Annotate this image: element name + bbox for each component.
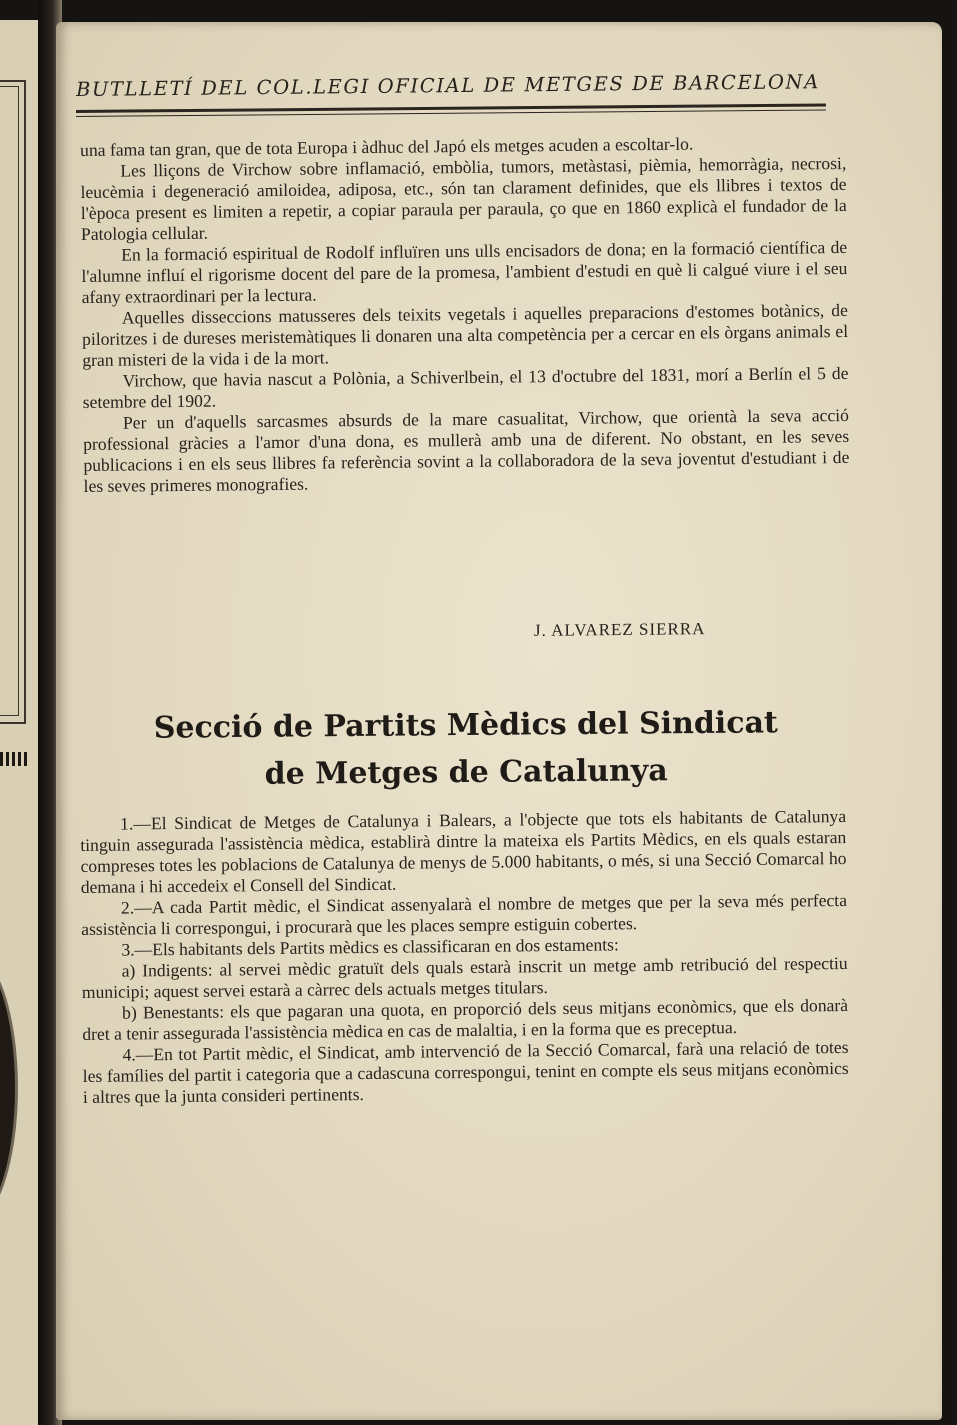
adjacent-page-fragment — [0, 20, 40, 1425]
paragraph: una fama tan gran, que de tota Europa i àdhuc del Japó els metges acuden a escoltar-lo. — [80, 133, 694, 160]
header-rule — [76, 103, 826, 113]
author-signature: J. ALVAREZ SIERRA — [533, 619, 706, 640]
paragraph: a) Indigents: al servei mèdic gratuït dels quals estarà inscrit un metge amb retribució del respectiu municipi; aquest servei estarà a càrrec dels actuals metges titulars. — [81, 952, 848, 1002]
paragraph: Les lliçons de Virchow sobre inflamació, embòlia, tumors, metàstasi, pièmia, hemorràgia, necrosi, leucèmia i degeneració amiloidea, adiposa, etc., són tan clarament definides, que els llibres i textos de l'època present es limiten a repetir, a copiar paraula per paraula, ço que en 1860 explicà el fundador de la Patologia cellular. — [80, 152, 847, 244]
paragraph: En la formació espiritual de Rodolf influïren uns ulls encisadors de dona; en la formació científica de l'alumne influí el rigorisme docent del pare de la promesa, l'ambient d'estudi en què li calgué viure i el seu afany extraordinari per la lectura. — [81, 236, 848, 307]
section-title-line: Secció de Partits Mèdics del Sindicat — [153, 705, 778, 746]
section-title — [76, 699, 857, 800]
round-ornament — [0, 950, 18, 1226]
paragraph: 4.—En tot Partit mèdic, el Sindicat, amb intervenció de la Secció Comarcal, farà una relació de totes les famílies del partit i categoria que a cadascuna correspongui, tenint en compte els seus mitjans econòmics i altres que la junta consideri pertinents. — [82, 1036, 849, 1107]
running-head: BUTLLETÍ DEL COL.LEGI OFICIAL DE METGES DE BARCELONA — [75, 70, 820, 101]
paragraph: 3.—Els habitants dels Partits mèdics es classificaran en dos estaments: — [121, 934, 619, 960]
paragraph: Per un d'aquells sarcasmes absurds de la mare casualitat, Virchow, que orientà la seva acció professional gràcies a l'amor d'una dona, es mullerà amb una de diferent. No obstant, en les seves publicacions i en els seus llibres fa referència sovint a la collaboradora de la seva joventut d'estudiant i de les seves primeres monografies. — [83, 404, 850, 496]
print-marks — [0, 752, 30, 766]
journal-page — [56, 22, 942, 1420]
paragraph: Virchow, que havia nascut a Polònia, a Schiverlbein, el 13 d'octubre del 1831, morí a Berlín el 5 de setembre del 1902. — [82, 362, 849, 412]
paragraph: b) Benestants: els que pagaran una quota, en proporció dels seus mitjans econòmics, que els donarà dret a tenir assegurada l'assistència mèdica en cas de malaltia, i en la forma que es preceptua. — [82, 994, 849, 1044]
page-border-inner — [0, 86, 19, 716]
article-body — [80, 132, 850, 497]
section-title-line: de Metges de Catalunya — [264, 753, 668, 792]
section-body — [80, 806, 849, 1108]
paragraph: 1.—El Sindicat de Metges de Catalunya i Balears, a l'objecte que tots els habitants de Catalunya tinguin assegurada l'assistència mèdica, establirà dintre la mateixa els Partits Mèdics, en els quals estaran compreses totes les poblacions de Catalunya de menys de 5.000 habitants, o més, si una Secció Comarcal ho demana i hi accedeix el Consell del Sindicat. — [80, 805, 847, 897]
paragraph: Aquelles disseccions matusseres dels teixits vegetals i aquelles preparacions d'estomes botànics, de piloritzes i de dureses meristemàtiques li donaren una alta competència per a cercar en els òrgans animals el gran misteri de la vida i de la mort. — [81, 299, 849, 370]
paragraph: 2.—A cada Partit mèdic, el Sindicat assenyalarà el nombre de metges que per la seva més perfecta assistència li correspongui, i procurarà que les places sempre estiguin cobertes. — [81, 889, 848, 939]
